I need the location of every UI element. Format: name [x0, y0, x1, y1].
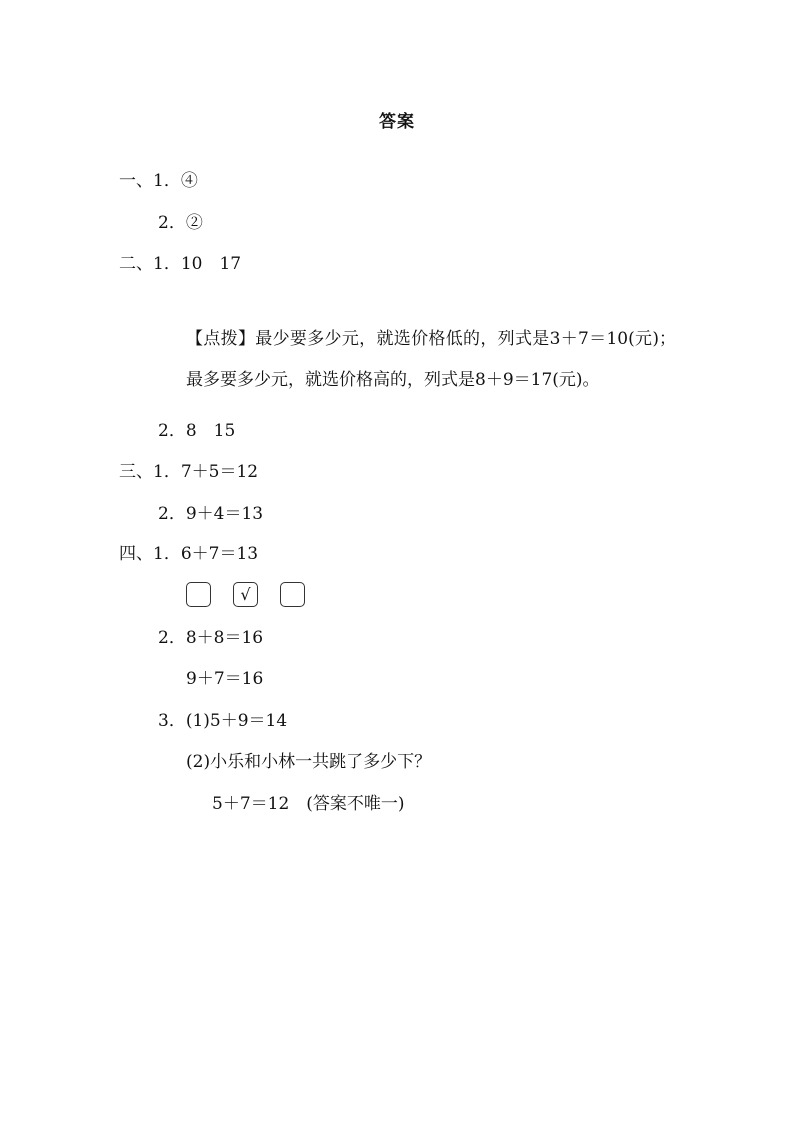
section4-q2a: 2．8＋8＝16 [158, 628, 264, 648]
section2-q1: 二、1．10 17 [119, 254, 242, 274]
section4-q3a: 3．(1)5＋9＝14 [158, 711, 288, 731]
section4-q3c: 5＋7＝12 (答案不唯一) [212, 794, 405, 814]
section2-q2: 2．8 15 [158, 421, 236, 441]
section4-q1: 四、1．6＋7＝13 [119, 544, 259, 564]
answer-box-1 [186, 582, 211, 607]
section1-q2: 2．② [158, 213, 203, 233]
section2-hint: 【点拨】最少要多少元，就选价格低的，列式是3＋7＝10(元)；最多要多少元，就选价格高的，列式是8＋9＝17(元)。 [186, 329, 676, 390]
section4-q3b: (2)小乐和小林一共跳了多少下？ [186, 752, 432, 772]
section1-q1: 一、1．④ [119, 171, 198, 191]
answer-box-2-checked: √ [233, 582, 258, 607]
section3-q2: 2．9＋4＝13 [158, 504, 264, 524]
answer-box-3 [280, 582, 305, 607]
section4-q2b: 9＋7＝16 [186, 669, 264, 689]
page-title: 答案 [379, 112, 415, 132]
section3-q1: 三、1．7＋5＝12 [119, 462, 259, 482]
